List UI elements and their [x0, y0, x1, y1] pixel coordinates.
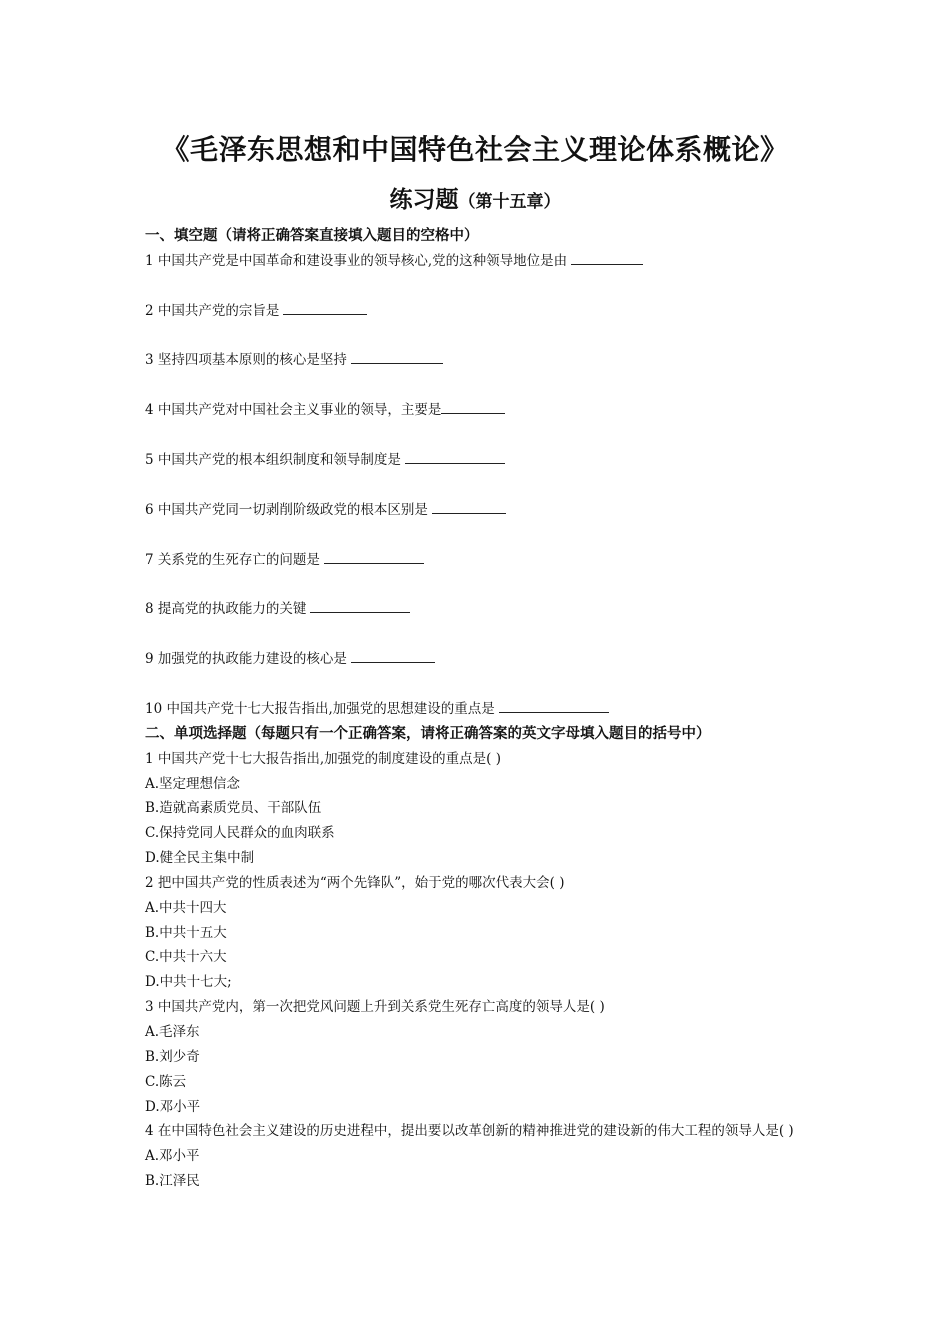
fill-question [145, 448, 815, 498]
choice-option[interactable]: A.坚定理想信念 [145, 775, 241, 792]
fill-question [145, 299, 815, 349]
subtitle-chapter: （第十五章） [458, 192, 561, 212]
choice-option[interactable]: B.中共十五大 [145, 924, 227, 941]
fill-question [145, 647, 815, 697]
choice-question-stem: 4 在中国特色社会主义建设的历史进程中，提出要以改革创新的精神推进党的建设新的伟大工程的领导人是( ) [145, 1123, 794, 1140]
choice-option[interactable]: D.邓小平 [145, 1098, 201, 1115]
answer-blank[interactable] [310, 598, 410, 613]
answer-blank[interactable] [283, 300, 367, 315]
question-text: 8 提高党的执政能力的关键 [145, 601, 307, 618]
fill-question [145, 249, 815, 299]
fill-question [145, 348, 815, 398]
fill-question [145, 398, 815, 448]
section-fill-blank-heading: 一、填空题（请将正确答案直接填入题目的空格中） [145, 228, 479, 244]
fill-question [145, 548, 815, 598]
answer-blank[interactable] [405, 449, 505, 464]
answer-blank[interactable] [351, 349, 443, 364]
section-choice-heading: 二、单项选择题（每题只有一个正确答案，请将正确答案的英文字母填入题目的括号中） [145, 725, 711, 742]
choice-question-stem: 3 中国共产党内，第一次把党风问题上升到关系党生死存亡高度的领导人是( ) [145, 999, 605, 1016]
choice-option[interactable]: C.陈云 [145, 1073, 187, 1090]
choice-option[interactable]: B.江泽民 [145, 1173, 200, 1190]
subtitle-main: 练习题 [389, 187, 459, 213]
document-title: 《毛泽东思想和中国特色社会主义理论体系概论》 [161, 133, 789, 166]
choice-question-stem: 2 把中国共产党的性质表述为“两个先锋队”，始于党的哪次代表大会( ) [145, 874, 565, 891]
choice-option[interactable]: C.保持党同人民群众的血肉联系 [145, 825, 335, 842]
question-text: 9 加强党的执政能力建设的核心是 [145, 651, 347, 668]
question-text: 7 关系党的生死存亡的问题是 [145, 551, 320, 568]
fill-question [145, 498, 815, 548]
question-text: 4 中国共产党对中国社会主义事业的领导，主要是 [145, 402, 442, 419]
choice-option[interactable]: B.刘少奇 [145, 1048, 200, 1065]
question-text: 10 中国共产党十七大报告指出,加强党的思想建设的重点是 [145, 701, 495, 718]
choice-option[interactable]: A.中共十四大 [145, 899, 227, 916]
choice-question-stem: 1 中国共产党十七大报告指出,加强党的制度建设的重点是( ) [145, 750, 501, 767]
choice-option[interactable]: D.健全民主集中制 [145, 850, 255, 867]
choice-option[interactable]: A.毛泽东 [145, 1023, 200, 1040]
choice-option[interactable]: B.造就高素质党员、干部队伍 [145, 800, 322, 817]
answer-blank[interactable] [441, 399, 505, 414]
answer-blank[interactable] [432, 499, 506, 514]
choice-option[interactable]: C.中共十六大 [145, 949, 227, 966]
fill-question [145, 697, 815, 722]
choice-option[interactable]: D.中共十七大; [145, 974, 232, 991]
question-text: 2 中国共产党的宗旨是 [145, 302, 280, 319]
answer-blank[interactable] [324, 549, 424, 564]
fill-question [145, 597, 815, 647]
question-text: 6 中国共产党同一切剥削阶级政党的根本区别是 [145, 501, 428, 518]
document-subtitle [0, 183, 950, 219]
document-body [145, 224, 815, 1194]
answer-blank[interactable] [571, 250, 643, 265]
answer-blank[interactable] [351, 648, 435, 663]
choice-option[interactable]: A.邓小平 [145, 1148, 200, 1165]
question-text: 1 中国共产党是中国革命和建设事业的领导核心,党的这种领导地位是由 [145, 252, 568, 269]
answer-blank[interactable] [499, 698, 609, 713]
question-text: 3 坚持四项基本原则的核心是坚持 [145, 352, 347, 369]
question-text: 5 中国共产党的根本组织制度和领导制度是 [145, 452, 401, 469]
